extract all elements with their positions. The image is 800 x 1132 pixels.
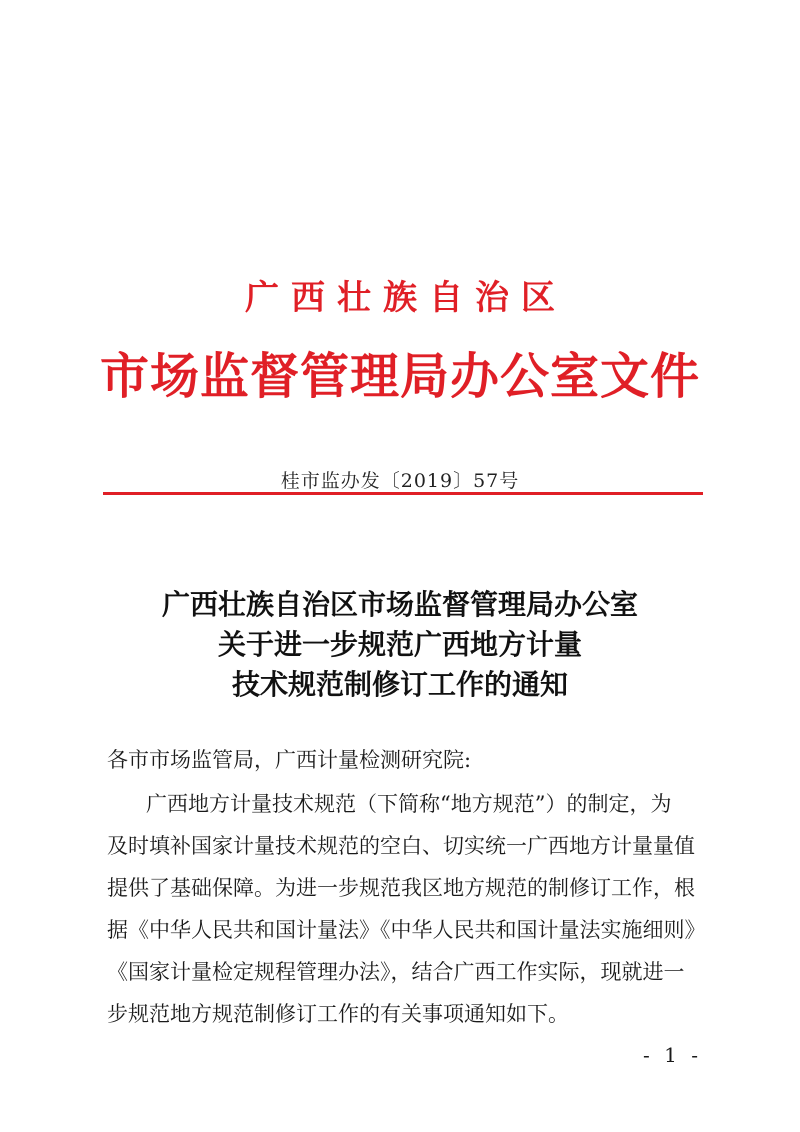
body-line-4: 据《中华人民共和国计量法》《中华人民共和国计量法实施细则》 [107, 918, 706, 942]
body-line-1: 广西地方计量技术规范（下简称“地方规范”）的制定，为 [146, 792, 672, 816]
issuer-region-heading: 广西壮族自治区 [245, 278, 567, 318]
document-title [0, 585, 800, 705]
issuer-office-heading: 市场监督管理局办公室文件 [99, 347, 700, 405]
body-line-2: 及时填补国家计量技术规范的空白、切实统一广西地方计量量值 [107, 834, 695, 858]
body-line-3: 提供了基础保障。为进一步规范我区地方规范的制修订工作，根 [107, 876, 695, 900]
document-number: 桂市监办发〔2019〕57号 [280, 470, 520, 492]
body-line-5: 《国家计量检定规程管理办法》，结合广西工作实际，现就进一 [107, 960, 685, 984]
title-line-2: 关于进一步规范广西地方计量 [217, 628, 582, 661]
body-line-6: 步规范地方规范制修订工作的有关事项通知如下。 [107, 1002, 569, 1026]
title-line-3: 技术规范制修订工作的通知 [231, 668, 568, 701]
title-line-1: 广西壮族自治区市场监督管理局办公室 [161, 588, 638, 621]
page-number: - 1 - [643, 1043, 702, 1067]
salutation: 各市市场监管局，广西计量检测研究院: [107, 748, 472, 772]
red-divider-line [103, 492, 703, 495]
